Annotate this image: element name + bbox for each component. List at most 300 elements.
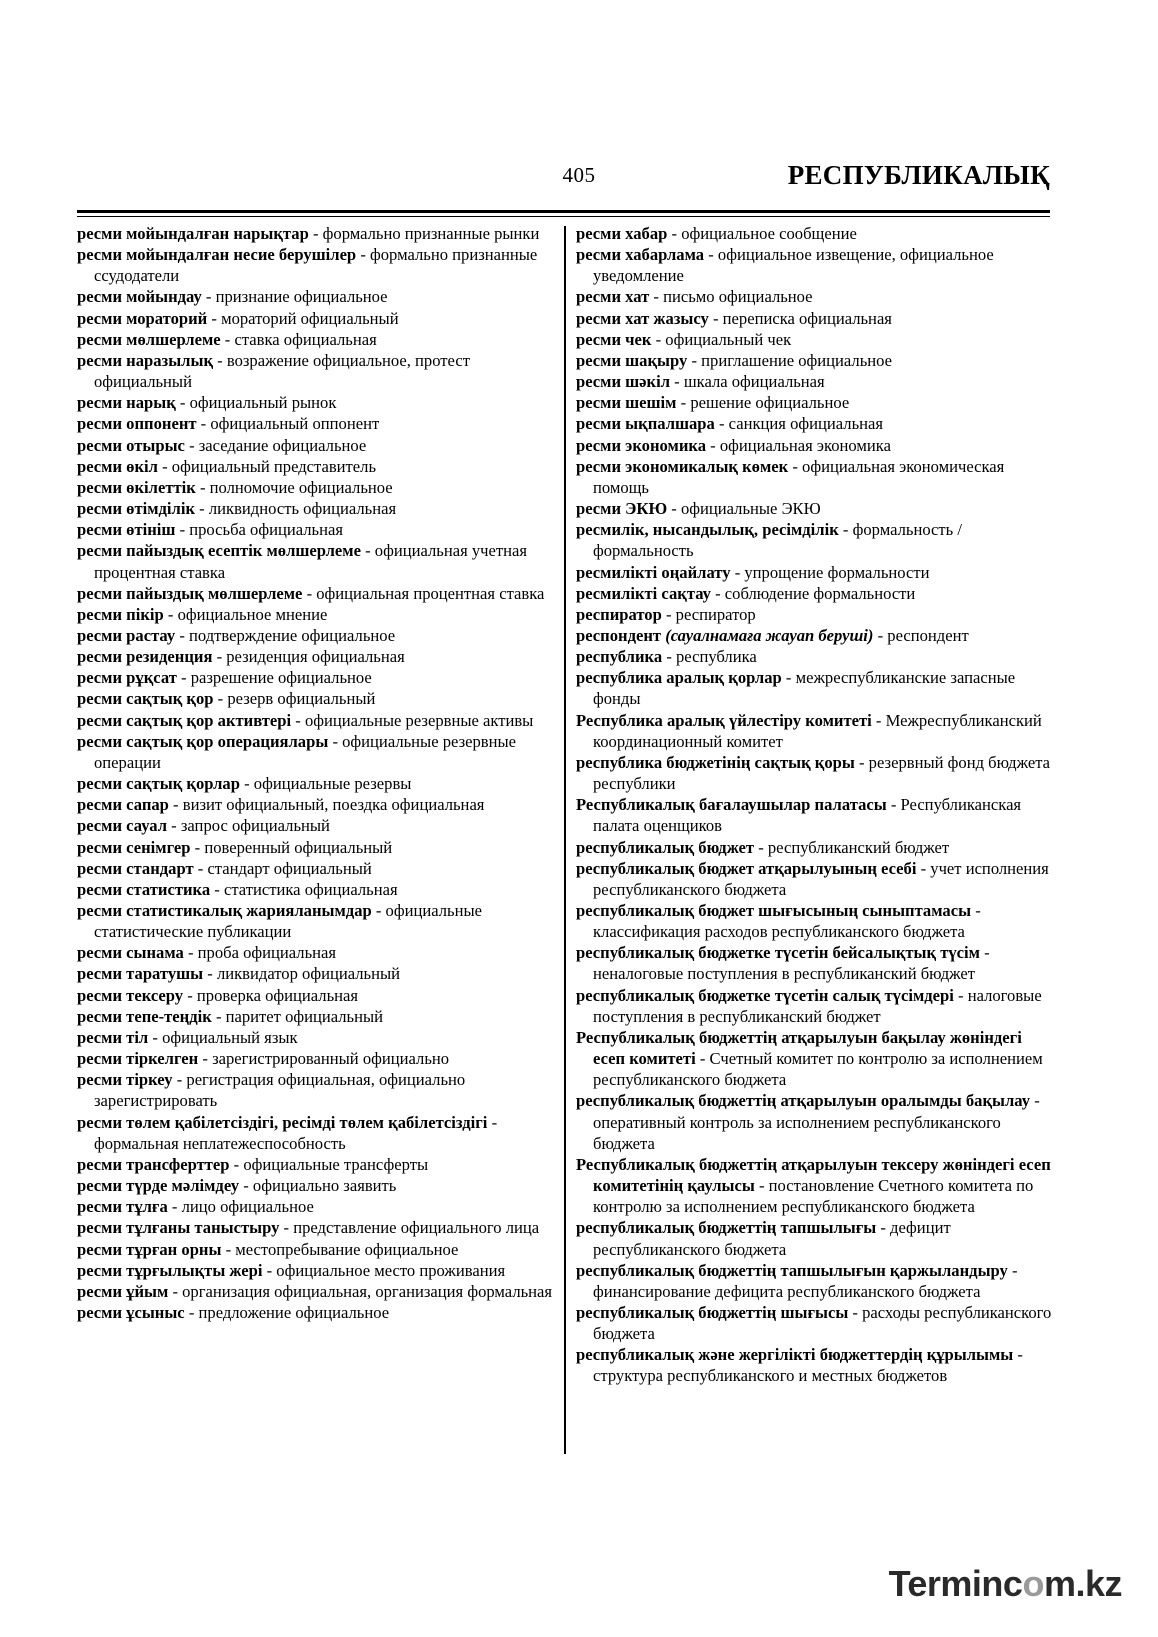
entry-term: ресми өтімділік (77, 499, 196, 519)
dictionary-entry (576, 1027, 1054, 1090)
entry-separator: - (971, 901, 981, 920)
entry-separator: - (196, 414, 211, 434)
dictionary-entry (77, 350, 555, 392)
entry-separator: - (175, 625, 189, 645)
entry-term: ресми сақтық қор (77, 689, 214, 709)
entry-term: респиратор (576, 604, 662, 624)
entry-separator: - (328, 731, 343, 751)
dictionary-entry (77, 1154, 555, 1175)
watermark-o-glyph: o (1022, 1563, 1044, 1604)
entry-separator: - (876, 1218, 891, 1238)
entry-term: ресми хабарлама (576, 245, 705, 265)
dictionary-entry (576, 435, 1054, 456)
entry-separator: - (781, 668, 796, 688)
entry-separator: - (302, 583, 317, 603)
entry-separator: - (279, 1218, 294, 1238)
entry-term: ресми наразылық (77, 350, 214, 370)
dictionary-entry (77, 985, 555, 1006)
dictionary-entry (77, 1027, 555, 1048)
entry-term: ресми мойындалған несие берушілер (77, 245, 357, 265)
entry-term: ресми мойындалған нарықтар (77, 224, 309, 243)
entry-definition: статистика официальная (223, 879, 398, 899)
entry-term: ресми пайыздық есептік мөлшерлеме (77, 541, 361, 561)
entry-term: ресми трансферттер (77, 1154, 230, 1174)
entry-term: республика бюджетінің сақтық қоры (576, 752, 855, 772)
dictionary-entry (576, 1090, 1054, 1153)
dictionary-entry (576, 308, 1054, 329)
entry-definition: официально заявить (252, 1176, 397, 1196)
entry-definition: неналоговые поступления в республиканский бюджет (593, 964, 976, 984)
entry-definition: классификация расходов республиканского бюджета (593, 922, 965, 942)
entry-term: республикалық бюджетке түсетін бейсалықтық түсім (576, 943, 980, 963)
dictionary-entry (77, 794, 555, 815)
entry-separator: - (190, 837, 205, 857)
entry-term: ресми хат жазысу (576, 308, 709, 328)
entry-separator: - (1030, 1091, 1040, 1111)
entry-separator: - (651, 329, 666, 349)
entry-separator: - (661, 604, 676, 624)
entry-term: ресми тұрған орны (77, 1239, 222, 1259)
entry-definition: письмо официальное (663, 287, 813, 307)
entry-definition: проверка официальная (196, 985, 359, 1005)
header-rule-thin (77, 216, 1050, 217)
dictionary-entry (77, 1302, 555, 1323)
entry-definition: официальная экономическая помощь (593, 456, 1005, 497)
dictionary-entry (77, 773, 555, 794)
entry-term: ресми резиденция (77, 647, 213, 667)
entry-term: ресми сапар (77, 795, 169, 815)
dictionary-entry (77, 413, 555, 434)
dictionary-entry (576, 244, 1054, 286)
entry-separator: - (667, 224, 682, 243)
dictionary-entry (77, 625, 555, 646)
entry-separator: - (854, 752, 869, 772)
entry-term: ресмилікті сақтау (576, 583, 711, 603)
entry-term: ресми таратушы (77, 964, 204, 984)
entry-term: ресми мөлшерлеме (77, 329, 221, 349)
entry-definition: официальные резервы (253, 774, 412, 794)
entry-definition: формально признанные ссудодатели (94, 245, 538, 286)
entry-term: ресми нарық (77, 393, 176, 413)
dictionary-entry (77, 1260, 555, 1281)
dictionary-entry (576, 1302, 1054, 1344)
dictionary-entry (77, 1239, 555, 1260)
dictionary-entry (576, 625, 1054, 646)
dictionary-entry (77, 942, 555, 963)
entry-separator: - (210, 879, 224, 899)
dictionary-entry (576, 350, 1054, 371)
entry-separator: - (871, 710, 886, 730)
entry-definition: официальное мнение (177, 604, 328, 624)
entry-definition: расходы республиканского бюджета (593, 1302, 1052, 1344)
entry-separator: - (649, 287, 664, 307)
entry-definition: представление официального лица (293, 1218, 540, 1238)
entry-definition: официальная процентная ставка (316, 583, 545, 603)
entry-separator: - (167, 1197, 182, 1217)
entry-separator: - (1007, 1260, 1018, 1280)
entry-separator: - (167, 816, 181, 836)
entry-definition: налоговые поступления в республиканский бюджет (593, 985, 1042, 1026)
entry-separator: - (687, 350, 702, 370)
entry-definition: официальный чек (665, 329, 792, 349)
dictionary-entry (77, 498, 555, 519)
entry-separator: - (308, 224, 323, 243)
entry-term: республика (576, 647, 663, 667)
dictionary-entry (576, 604, 1054, 625)
entry-definition: официальные трансферты (243, 1154, 429, 1174)
entry-term: ресми ықпалшара (576, 414, 715, 434)
dictionary-entry (77, 963, 555, 984)
entry-definition: стандарт официальный (207, 858, 372, 878)
column-divider (564, 226, 566, 1454)
entry-definition: официальное место проживания (276, 1260, 506, 1280)
entry-separator: - (708, 308, 723, 328)
entry-term: ресми статистика (77, 879, 211, 899)
dictionary-entry (77, 329, 555, 350)
dictionary-entry (576, 223, 1054, 244)
dictionary-entry (576, 900, 1054, 942)
dictionary-entry (576, 646, 1054, 667)
entry-definition: резиденция официальная (226, 647, 405, 667)
dictionary-entry (77, 604, 555, 625)
entry-separator: - (706, 435, 720, 455)
entry-separator: - (239, 1176, 253, 1196)
entry-definition: организация официальная, организация формальная (182, 1281, 553, 1301)
entry-term: ресми тіркелген (77, 1049, 199, 1069)
entry-term: ресми өтініш (77, 520, 176, 540)
entry-separator: - (838, 520, 853, 540)
dictionary-entry (576, 413, 1054, 434)
header-rule-thick (77, 210, 1050, 213)
entry-separator: - (229, 1154, 244, 1174)
entry-definition: официальные ЭКЮ (680, 499, 821, 519)
entry-definition: Счетный комитет по контролю за исполнением республиканского бюджета (593, 1049, 1043, 1090)
entry-definition: постановление Счетного комитета по контролю за исполнением республиканского бюджета (593, 1176, 1034, 1217)
dictionary-entry (576, 752, 1054, 794)
entry-definition: ставка официальная (234, 329, 377, 349)
entry-separator: - (176, 668, 191, 688)
dictionary-entry (77, 858, 555, 879)
entry-separator: - (172, 1070, 187, 1090)
entry-separator: - (212, 647, 227, 667)
dictionary-entry (77, 1069, 555, 1111)
entry-definition: официальный язык (162, 1027, 298, 1047)
entry-definition: упрощение формальности (744, 562, 930, 582)
entry-term: республикалық бюджетке түсетін салық түсімдері (576, 985, 954, 1005)
entry-separator: - (220, 329, 235, 349)
entry-term: ресми стандарт (77, 858, 194, 878)
entry-separator: - (198, 1049, 213, 1069)
entry-definition: официальная учетная процентная ставка (94, 541, 527, 582)
entry-separator: - (211, 1006, 226, 1026)
entry-definition: признание официальное (215, 287, 388, 307)
entry-term: ресми төлем қабілетсіздігі, ресімді төлем қабілетсіздігі (77, 1112, 488, 1132)
dictionary-entry (77, 223, 555, 244)
entry-term: ресми тұлға (77, 1197, 168, 1217)
dictionary-entry (576, 519, 1054, 561)
dictionary-entry (576, 1154, 1054, 1217)
entry-term: ресми сауал (77, 816, 168, 836)
entry-term: Республика аралық үйлестіру комитеті (576, 710, 872, 730)
entry-term: респондент (576, 625, 662, 645)
entry-definition: официальный рынок (189, 393, 337, 413)
entry-separator: - (730, 562, 745, 582)
entry-term: ресми ұйым (77, 1281, 169, 1301)
dictionary-entry (77, 710, 555, 731)
dictionary-entry (77, 286, 555, 307)
dictionary-entry (77, 1006, 555, 1027)
entry-term: ресми өкілеттік (77, 477, 196, 497)
entry-term: Республикалық бюджеттің атқарылуын бақылау жөніндегі есеп комитеті (576, 1027, 1022, 1069)
entry-term: республикалық бюджеттің атқарылуын оралымды бақылау (576, 1091, 1031, 1111)
dictionary-entry (576, 498, 1054, 519)
entry-definition: ликвидность официальная (208, 499, 397, 519)
entry-definition: структура республиканского и местных бюджетов (593, 1366, 948, 1386)
entry-separator: - (239, 774, 254, 794)
entry-definition: проба официальная (197, 943, 337, 963)
entry-separator: - (848, 1302, 863, 1322)
entry-definition: резерв официальный (227, 689, 376, 709)
dictionary-entry (77, 1196, 555, 1217)
entry-definition: республиканский бюджет (767, 837, 950, 857)
entry-separator: - (754, 837, 768, 857)
entry-term: Республикалық бағалаушылар палатасы (576, 795, 887, 815)
entry-separator: - (213, 350, 227, 370)
entry-term: ресмилік, нысандылық, ресімділік (576, 520, 839, 540)
entry-separator: - (195, 499, 209, 519)
entry-term: ресми сынама (77, 943, 184, 963)
entry-definition: официальный оппонент (210, 414, 380, 434)
dictionary-entry (576, 562, 1054, 583)
entry-term: ресми өкіл (77, 456, 158, 476)
entry-separator: - (670, 372, 684, 392)
dictionary-entry (77, 519, 555, 540)
entry-separator: - (148, 1027, 163, 1047)
entry-note: (сауалнамаға жауап беруші) (665, 625, 874, 645)
entry-term: ресмилікті оңайлату (576, 562, 731, 582)
entry-term: ресми хабар (576, 224, 668, 243)
entry-term: республикалық бюджет шығысының сыныптамасы (576, 901, 972, 920)
entry-separator: - (371, 901, 386, 920)
entry-definition: полномочие официальное (209, 477, 393, 497)
entry-separator: - (667, 499, 681, 519)
entry-definition: респондент (887, 625, 969, 645)
watermark-text-1: Termin (888, 1563, 1003, 1604)
dictionary-entry (77, 1175, 555, 1196)
entry-term: республикалық және жергілікті бюджеттердің құрылымы (576, 1345, 1014, 1365)
entry-definition: официальный представитель (171, 456, 377, 476)
entry-separator: - (916, 858, 931, 878)
dictionary-entry (77, 308, 555, 329)
entry-term: Республикалық бюджеттің атқарылуын тексеру жөніндегі есеп комитетінің қаулысы (576, 1154, 1051, 1196)
entry-definition: официальные резервные операции (94, 731, 517, 772)
entry-term: ресми сенімгер (77, 837, 191, 857)
entry-separator: - (886, 795, 901, 815)
entry-term: республикалық бюджеттің тапшылығы (576, 1218, 877, 1238)
entry-term: ресми тұрғылықты жері (77, 1260, 263, 1280)
entry-term: ресми пайыздық мөлшерлеме (77, 583, 303, 603)
dictionary-entry (77, 667, 555, 688)
entry-separator: - (183, 985, 197, 1005)
entry-term: ресми хат (576, 287, 650, 307)
entry-term: ресми отырыс (77, 435, 185, 455)
entry-definition: визит официальный, поездка официальная (182, 795, 485, 815)
entry-separator: - (714, 414, 729, 434)
dictionary-entry (77, 1281, 555, 1302)
dictionary-entry (576, 942, 1054, 984)
entry-definition: официальная экономика (719, 435, 891, 455)
entry-term: ресми рұқсат (77, 668, 177, 688)
entry-term: ресми шешім (576, 393, 677, 413)
dictionary-entry (576, 392, 1054, 413)
right-column (576, 223, 1054, 1387)
dictionary-entry (576, 710, 1054, 752)
entry-definition: дефицит республиканского бюджета (593, 1218, 951, 1259)
entry-separator: - (356, 245, 370, 265)
entry-term: республикалық бюджет атқарылуының есебі (576, 858, 917, 878)
entry-term: ресми шәкіл (576, 372, 671, 392)
entry-term: ресми тіл (77, 1027, 149, 1047)
entry-term: ресми тепе-теңдік (77, 1006, 212, 1026)
entry-separator: - (221, 1239, 236, 1259)
entry-definition: межреспубликанские запасные фонды (593, 668, 1016, 709)
left-column (77, 223, 555, 1323)
page-number: 405 (562, 163, 596, 187)
entry-definition: подтверждение официальное (189, 625, 396, 645)
entry-definition: лицо официальное (181, 1197, 314, 1217)
entry-term: республикалық бюджеттің шығысы (576, 1302, 849, 1322)
entry-term: ресми мораторий (77, 308, 208, 328)
entry-term: ресми растау (77, 625, 176, 645)
entry-separator: - (163, 604, 178, 624)
dictionary-entry (576, 794, 1054, 836)
entry-separator: - (704, 245, 718, 265)
entry-separator: - (168, 795, 183, 815)
dictionary-entry (77, 837, 555, 858)
entry-definition: ликвидатор официальный (216, 964, 401, 984)
entry-definition: Республиканская палата оценщиков (593, 795, 1022, 836)
dictionary-entry (77, 1112, 555, 1154)
watermark-text-3: m.kz (1043, 1563, 1122, 1604)
entry-separator: - (157, 456, 172, 476)
entry-definition: официальное сообщение (681, 224, 857, 243)
entry-term: ресми статистикалық жарияланымдар (77, 901, 372, 920)
entry-separator: - (175, 393, 190, 413)
entry-term: ресми тұлғаны таныстыру (77, 1218, 280, 1238)
watermark-logo (889, 1563, 1122, 1605)
entry-separator: - (662, 647, 676, 667)
dictionary-entry (576, 1344, 1054, 1386)
entry-definition: переписка официальная (722, 308, 892, 328)
dictionary-entry (77, 879, 555, 900)
entry-term: республикалық бюджеттің тапшылығын қаржыландыру (576, 1260, 1008, 1280)
dictionary-entry (576, 1260, 1054, 1302)
entry-definition: запрос официальный (180, 816, 330, 836)
entry-term: республикалық бюджет (576, 837, 755, 857)
entry-definition: Межреспубликанский координационный комитет (593, 710, 1042, 751)
entry-definition: приглашение официальное (701, 350, 893, 370)
entry-definition: соблюдение формальности (724, 583, 916, 603)
dictionary-entry (77, 540, 555, 582)
entry-definition: учет исполнения республиканского бюджета (593, 858, 1049, 899)
dictionary-entry (576, 329, 1054, 350)
entry-term: республика аралық қорлар (576, 668, 782, 688)
entry-definition: разрешение официальное (190, 668, 372, 688)
entry-term: ресми сақтық қор активтері (77, 710, 292, 730)
entry-separator: - (710, 583, 725, 603)
entry-term: ресми түрде мәлімдеу (77, 1176, 240, 1196)
dictionary-entry (576, 667, 1054, 709)
entry-term: ресми пікір (77, 604, 164, 624)
watermark-text-2: c (1002, 1563, 1023, 1604)
entry-separator: - (953, 985, 968, 1005)
dictionary-entry (77, 646, 555, 667)
entry-separator: - (193, 858, 208, 878)
dictionary-entry (77, 244, 555, 286)
entry-term: ресми сақтық қорлар (77, 774, 240, 794)
dictionary-entry (77, 688, 555, 709)
entry-definition: республика (676, 647, 757, 667)
dictionary-entry (77, 392, 555, 413)
entry-definition: просьба официальная (189, 520, 343, 540)
dictionary-entry (77, 1217, 555, 1238)
entry-term: ресми экономика (576, 435, 706, 455)
entry-separator: - (754, 1176, 769, 1196)
entry-term: ресми чек (576, 329, 652, 349)
entry-separator: - (788, 456, 803, 476)
entry-separator: - (184, 1302, 199, 1322)
dictionary-entry (576, 371, 1054, 392)
entry-definition: резервный фонд бюджета республики (593, 752, 1051, 794)
entry-definition: официальные статистические публикации (94, 901, 482, 942)
entry-separator: - (201, 287, 216, 307)
entry-definition: предложение официальное (198, 1302, 390, 1322)
entry-separator: - (207, 308, 222, 328)
dictionary-entry (77, 477, 555, 498)
entry-definition: местопребывание официальное (235, 1239, 459, 1259)
entry-definition: поверенный официальный (204, 837, 393, 857)
entry-separator: - (213, 689, 228, 709)
dictionary-entry (77, 456, 555, 477)
entry-separator: - (1013, 1345, 1023, 1365)
dictionary-entry (576, 583, 1054, 604)
entry-separator: - (203, 964, 217, 984)
entry-definition: санкция официальная (728, 414, 884, 434)
entry-separator: - (195, 477, 210, 497)
entry-definition: зарегистрированный официально (212, 1049, 450, 1069)
entry-term: ресми оппонент (77, 414, 197, 434)
entry-separator: - (360, 541, 375, 561)
entry-separator: - (487, 1112, 498, 1132)
dictionary-entry (77, 583, 555, 604)
dictionary-entry (576, 837, 1054, 858)
entry-separator: - (262, 1260, 277, 1280)
entry-definition: респиратор (675, 604, 756, 624)
dictionary-entry (77, 731, 555, 773)
dictionary-entry (77, 815, 555, 836)
entry-definition: регистрация официальная, официально зарегистрировать (94, 1070, 466, 1111)
entry-separator: - (873, 625, 888, 645)
entry-separator: - (183, 943, 198, 963)
entry-definition: оперативный контроль за исполнением республиканского бюджета (593, 1112, 1001, 1153)
entry-definition: формальность / формальность (593, 520, 962, 561)
entry-separator: - (979, 943, 990, 963)
entry-definition: возражение официальное, протест официальный (94, 350, 470, 392)
entry-definition: мораторий официальный (221, 308, 399, 328)
running-head: РЕСПУБЛИКАЛЫҚ (787, 160, 1050, 190)
entry-separator: - (676, 393, 691, 413)
entry-separator: - (291, 710, 305, 730)
